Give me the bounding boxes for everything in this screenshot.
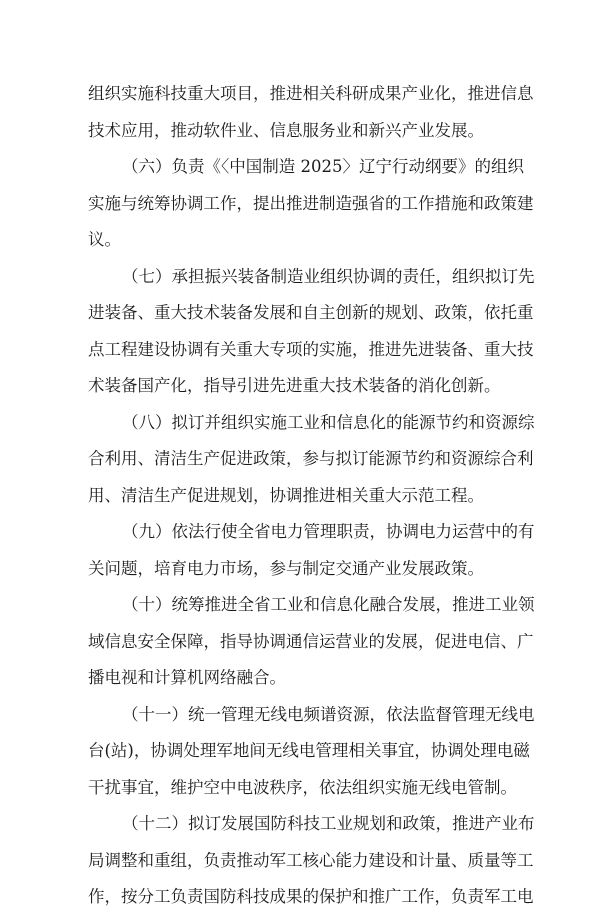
- text-line-8: 点工程建设协调有关重大专项的实施，推进先进装备、重大技: [88, 339, 534, 359]
- text-line-11: 合利用、清洁生产促进政策，参与拟订能源节约和资源综合利: [88, 449, 534, 468]
- text-line-14: 关问题，培育电力市场，参与制定交通产业发展政策。: [88, 558, 484, 578]
- text-line-4: 实施与统筹协调工作，提出推进制造强省的工作措施和政策建: [88, 193, 534, 213]
- text-line-10: （八）拟订并组织实施工业和信息化的能源节约和资源综: [122, 412, 535, 432]
- text-line-6: （七）承担振兴装备制造业组织协调的责任，组织拟订先: [122, 266, 535, 286]
- text-line-19: 台(站)，协调处理军地间无线电管理相关事宜，协调处理电磁: [88, 741, 530, 760]
- text-line-20: 干扰事宜，维护空中电波秩序，依法组织实施无线电管制。: [88, 777, 517, 797]
- text-line-5: 议。: [88, 230, 121, 249]
- text-line-17: 播电视和计算机网络融合。: [88, 668, 286, 687]
- text-line-13: （九）依法行使全省电力管理职责，协调电力运营中的有: [122, 522, 535, 541]
- text-line-18: （十一）统一管理无线电频谱资源，依法监督管理无线电: [122, 704, 535, 724]
- text-line-12: 用、清洁生产促进规划，协调推进相关重大示范工程。: [88, 485, 484, 505]
- text-line-2: 技术应用，推动软件业、信息服务业和新兴产业发展。: [88, 120, 484, 140]
- text-line-16: 域信息安全保障，指导协调通信运营业的发展，促进电信、广: [88, 631, 534, 651]
- text-line-22: 局调整和重组，负责推动军工核心能力建设和计量、质量等工: [88, 850, 534, 870]
- text-line-7: 进装备、重大技术装备发展和自主创新的规划、政策，依托重: [88, 303, 534, 322]
- text-line-15: （十）统筹推进全省工业和信息化融合发展，推进工业领: [122, 595, 535, 614]
- text-line-1: 组织实施科技重大项目，推进相关科研成果产业化，推进信息: [88, 84, 534, 103]
- text-line-9: 术装备国产化，指导引进先进重大技术装备的消化创新。: [88, 376, 501, 395]
- text-line-21: （十二）拟订发展国防科技工业规划和政策，推进产业布: [122, 814, 535, 833]
- document-body: [88, 76, 535, 916]
- text-line-23: 作，按分工负责国防科技成果的保护和推广工作，负责军工电: [88, 887, 534, 906]
- text-line-3: （六）负责《〈中国制造 2025〉辽宁行动纲要》的组织: [122, 157, 524, 176]
